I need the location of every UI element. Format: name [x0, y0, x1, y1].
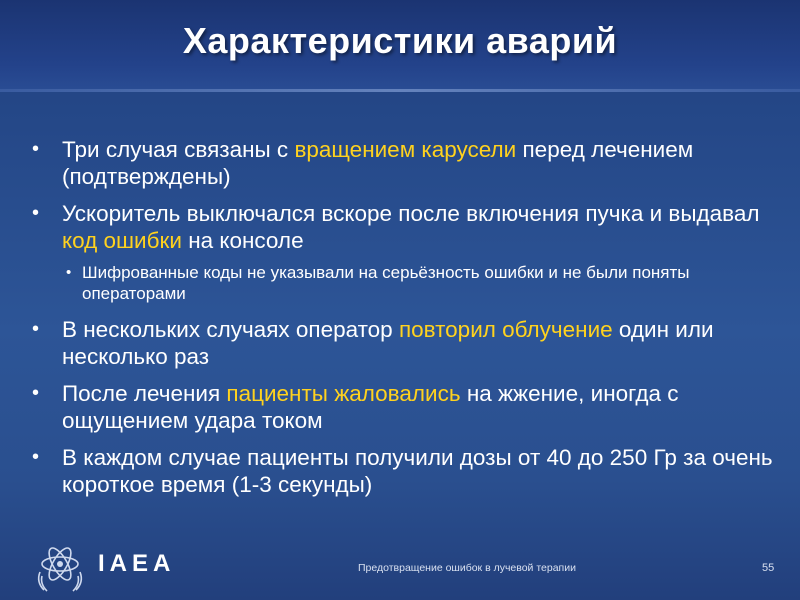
footer	[0, 532, 800, 600]
sub-bullet-item	[66, 262, 780, 304]
bullet-item	[30, 136, 780, 190]
bullet-list	[30, 136, 780, 508]
bullet-text: После лечения	[62, 381, 227, 406]
title-band	[0, 0, 800, 92]
highlighted-text: пациенты жаловались	[226, 381, 461, 406]
slide-title: Характеристики аварий	[182, 20, 618, 61]
bullet-item	[30, 200, 780, 254]
bullet-text: Шифрованные коды не указывали на серьёзность ошибки и не были поняты операторами	[82, 263, 690, 303]
bullet-text: В нескольких случаях оператор	[62, 317, 399, 342]
bullet-dot-icon: •	[32, 202, 40, 224]
highlighted-text: вращением карусели	[294, 137, 517, 162]
highlighted-text: код ошибки	[62, 228, 182, 253]
footer-subtitle: Предотвращение ошибок в лучевой терапии	[358, 562, 576, 574]
bullet-dot-icon: •	[32, 446, 40, 468]
highlighted-text: повторил облучение	[398, 317, 613, 342]
bullet-text: В каждом случае пациенты получили дозы от 40 до 250 Гр за очень короткое время (1-3 секунды)	[62, 445, 773, 497]
bullet-item	[30, 316, 780, 370]
bullet-dot-icon: •	[32, 382, 40, 404]
bullet-text: один или несколько раз	[62, 317, 714, 369]
iaea-atom-emblem-icon	[30, 536, 90, 596]
bullet-dot-icon: •	[32, 138, 40, 160]
bullet-text: перед лечением (подтверждены)	[62, 137, 694, 189]
bullet-dot-icon: •	[32, 318, 40, 340]
page-number: 55	[762, 562, 775, 574]
iaea-wordmark: IAEA	[98, 550, 176, 577]
bullet-text: на жжение, иногда с ощущением удара током	[62, 381, 679, 433]
bullet-dot-icon: •	[66, 264, 72, 281]
bullet-text: Три случая связаны с	[62, 137, 295, 162]
bullet-text: Ускоритель выключался вскоре после включения пучка и выдавал	[62, 201, 760, 226]
bullet-item	[30, 444, 780, 498]
bullet-item	[30, 380, 780, 434]
bullet-text: на консоле	[181, 228, 304, 253]
